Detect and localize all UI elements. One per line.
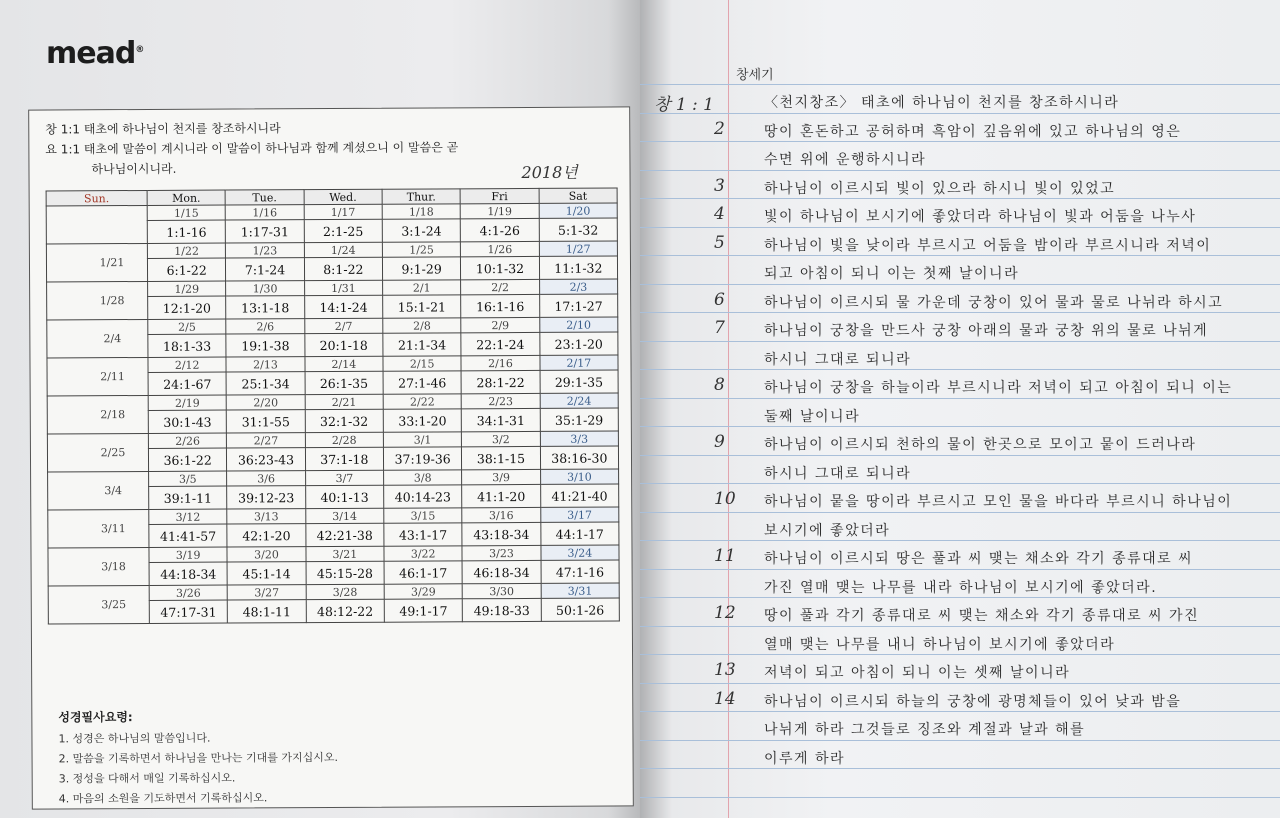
date-cell: 2/13 <box>226 357 304 372</box>
reference-cell: 30:1-43 <box>148 410 226 433</box>
ruled-line <box>640 512 1280 513</box>
reference-cell: 49:18-33 <box>463 598 541 621</box>
handwritten-line: 하나님이 빛을 낮이라 부르시고 어둠을 밤이라 부르시니라 저녁이 <box>764 238 1212 254</box>
date-cell: 2/27 <box>227 433 305 448</box>
ruled-line <box>640 141 1280 142</box>
sunday-date: 2/25 <box>47 433 148 472</box>
handwritten-line: 하나님이 궁창을 하늘이라 부르시니라 저녁이 되고 아침이 되니 이는 <box>764 380 1233 396</box>
date-cell: 2/20 <box>226 395 304 410</box>
ruled-line <box>640 654 1280 655</box>
book-header: 창세기 <box>736 68 774 83</box>
reference-cell: 33:1-20 <box>383 409 461 432</box>
verse-number: 3 <box>714 176 725 196</box>
date-cell: 1/18 <box>382 204 460 219</box>
date-cell: 1/23 <box>226 243 304 258</box>
handwritten-line: 나뉘게 하라 그것들로 징조와 계절과 날과 해를 <box>764 722 1086 738</box>
reference-cell: 36:1-22 <box>148 448 226 471</box>
date-cell: 3/19 <box>149 547 227 562</box>
reference-cell: 34:1-31 <box>462 408 540 431</box>
reference-cell: 20:1-18 <box>305 333 383 356</box>
reference-cell: 10:1-32 <box>461 256 539 279</box>
date-cell: 2/3 <box>539 279 617 294</box>
reference-cell: 50:1-26 <box>541 598 619 621</box>
verse-number: 6 <box>714 290 725 310</box>
handwritten-line: 빛이 하나님이 보시기에 좋았더라 하나님이 빛과 어둠을 나누사 <box>764 209 1197 225</box>
reference-cell: 40:1-13 <box>305 485 383 508</box>
handwritten-line: 둘째 날이니라 <box>764 409 861 425</box>
reference-cell: 38:1-15 <box>462 446 540 469</box>
reference-cell: 23:1-20 <box>539 332 617 355</box>
reference-cell: 26:1-35 <box>305 371 383 394</box>
date-cell: 3/7 <box>305 470 383 485</box>
date-cell: 1/22 <box>147 243 225 258</box>
ruled-line <box>640 84 1280 85</box>
reference-cell: 3:1-24 <box>382 219 460 242</box>
rule-item: 3. 정성을 다해서 매일 기록하십시오. <box>58 771 236 786</box>
date-cell: 3/10 <box>540 469 618 484</box>
date-cell: 3/17 <box>540 507 618 522</box>
date-cell: 3/27 <box>227 585 305 600</box>
date-cell: 2/5 <box>148 319 226 334</box>
handwritten-line: 수면 위에 운행하시니라 <box>764 152 927 168</box>
date-cell: 3/31 <box>541 583 619 598</box>
date-cell: 2/7 <box>304 318 382 333</box>
reference-cell: 38:16-30 <box>540 446 618 469</box>
reference-cell: 48:1-11 <box>228 600 306 623</box>
ruled-line <box>640 255 1280 256</box>
date-cell: 2/28 <box>305 432 383 447</box>
reference-cell: 46:18-34 <box>462 560 540 583</box>
reference-cell: 41:41-57 <box>149 524 227 547</box>
verse-john: 요 1:1 태초에 말씀이 계시니라 이 말씀이 하나님과 함께 계셨으니 이 말씀은 곧 <box>45 140 459 157</box>
reference-cell: 24:1-67 <box>148 372 226 395</box>
reading-plan-sheet <box>28 106 634 809</box>
date-cell: 3/14 <box>305 508 383 523</box>
verse-genesis: 창 1:1 태초에 하나님이 천지를 창조하시니라 <box>45 121 281 137</box>
handwritten-line: 하나님이 이르시되 천하의 물이 한곳으로 모이고 뭍이 드러나라 <box>764 437 1197 453</box>
date-cell: 2/19 <box>148 395 226 410</box>
date-cell: 2/14 <box>305 356 383 371</box>
date-cell: 1/20 <box>539 203 617 218</box>
ruled-line <box>640 198 1280 199</box>
date-cell: 3/6 <box>227 471 305 486</box>
handwritten-line: 하나님이 이르시되 빛이 있으라 하시니 빛이 있었고 <box>764 181 1116 197</box>
reference-cell: 40:14-23 <box>384 485 462 508</box>
reference-cell: 42:21-38 <box>305 523 383 546</box>
reference-cell: 6:1-22 <box>147 258 225 281</box>
ruled-line <box>640 569 1280 570</box>
reference-cell: 48:12-22 <box>306 599 384 622</box>
date-cell: 3/1 <box>383 432 461 447</box>
date-cell: 3/12 <box>149 509 227 524</box>
ruled-line <box>640 626 1280 627</box>
verse-number: 13 <box>714 660 736 680</box>
verse-number: 8 <box>714 375 725 395</box>
handwritten-line: 하나님이 이르시되 물 가운데 궁창이 있어 물과 물로 나뉘라 하시고 <box>764 295 1224 311</box>
date-cell: 1/26 <box>461 241 539 256</box>
reference-cell: 39:12-23 <box>227 486 305 509</box>
ruled-line <box>640 426 1280 427</box>
reference-cell: 4:1-26 <box>461 218 539 241</box>
header-fri: Fri <box>460 188 538 203</box>
reference-cell: 36:23-43 <box>227 448 305 471</box>
date-cell: 2/6 <box>226 319 304 334</box>
date-cell: 3/8 <box>384 470 462 485</box>
date-cell: 2/17 <box>540 355 618 370</box>
date-cell: 3/28 <box>306 584 384 599</box>
reference-cell: 11:1-32 <box>539 256 617 279</box>
reference-cell: 44:18-34 <box>149 562 227 585</box>
table-body <box>46 203 619 624</box>
date-cell: 1/27 <box>539 241 617 256</box>
sunday-date: 1/28 <box>47 281 148 320</box>
verse-number: 12 <box>714 603 736 623</box>
handwritten-line: 땅이 풀과 각기 종류대로 씨 맺는 채소와 각기 종류대로 씨 가진 <box>764 608 1200 624</box>
handwritten-line: 하시니 그대로 되니라 <box>764 466 912 482</box>
verse-number: 14 <box>714 689 736 709</box>
date-cell: 3/26 <box>149 585 227 600</box>
verse-number: 창 1 : 1 <box>654 95 714 115</box>
date-cell: 1/24 <box>304 242 382 257</box>
reference-cell: 32:1-32 <box>305 409 383 432</box>
sunday-date: 1/21 <box>46 243 147 282</box>
reference-cell: 42:1-20 <box>227 524 305 547</box>
verse-number: 9 <box>714 432 725 452</box>
ruled-line <box>640 540 1280 541</box>
reference-cell: 13:1-18 <box>226 296 304 319</box>
handwritten-line: 땅이 혼돈하고 공허하며 흑암이 깊음위에 있고 하나님의 영은 <box>764 124 1182 140</box>
verse-number: 10 <box>714 489 736 509</box>
reference-cell: 49:1-17 <box>384 599 462 622</box>
reference-cell: 35:1-29 <box>540 408 618 431</box>
verse-number: 11 <box>714 546 736 566</box>
reference-cell: 7:1-24 <box>226 258 304 281</box>
right-page <box>640 0 1280 818</box>
reading-plan-table <box>46 187 620 624</box>
reference-cell: 1:1-16 <box>147 220 225 243</box>
date-cell: 3/5 <box>149 471 227 486</box>
ruled-line <box>640 483 1280 484</box>
header-mon: Mon. <box>147 190 225 205</box>
ruled-line <box>640 369 1280 370</box>
date-cell: 2/10 <box>539 317 617 332</box>
reference-cell: 2:1-25 <box>304 219 382 242</box>
reference-cell: 14:1-24 <box>304 295 382 318</box>
date-cell: 3/13 <box>227 509 305 524</box>
handwritten-line: 저녁이 되고 아침이 되니 이는 셋째 날이니라 <box>764 665 1071 681</box>
date-cell: 2/24 <box>540 393 618 408</box>
handwritten-line: 하나님이 이르시되 땅은 풀과 씨 맺는 채소와 각기 종류대로 씨 <box>764 551 1194 567</box>
ruled-line <box>640 398 1280 399</box>
verse-number: 2 <box>714 119 725 139</box>
sunday-date: 2/18 <box>47 395 148 434</box>
rules-title: 성경필사요령: <box>58 710 133 725</box>
handwritten-line: 열매 맺는 나무를 내니 하나님이 보시기에 좋았더라 <box>764 637 1116 653</box>
ruled-line <box>640 170 1280 171</box>
header-sun: Sun. <box>46 190 147 206</box>
ruled-line <box>640 768 1280 769</box>
date-cell: 2/8 <box>383 318 461 333</box>
sunday-date: 3/4 <box>48 471 149 510</box>
sunday-date: 3/11 <box>48 509 149 548</box>
date-cell: 1/17 <box>304 204 382 219</box>
date-cell: 1/29 <box>148 281 226 296</box>
reference-cell: 39:1-11 <box>149 486 227 509</box>
date-cell: 3/15 <box>384 508 462 523</box>
header-thu: Thur. <box>382 189 460 204</box>
handwritten-line: 하나님이 궁창을 만드사 궁창 아래의 물과 궁창 위의 물로 나뉘게 <box>764 323 1209 339</box>
reference-cell: 18:1-33 <box>148 334 226 357</box>
date-cell: 1/16 <box>226 205 304 220</box>
ruled-line <box>640 797 1280 798</box>
date-cell: 1/31 <box>304 280 382 295</box>
verse-john-cont: 하나님이시니라. <box>91 161 177 177</box>
header-sat: Sat <box>539 188 617 203</box>
sunday-date: 2/4 <box>47 319 148 358</box>
date-cell: 3/30 <box>462 583 540 598</box>
reference-cell: 44:1-17 <box>540 522 618 545</box>
reference-cell: 29:1-35 <box>540 370 618 393</box>
reference-cell: 28:1-22 <box>461 370 539 393</box>
reference-cell: 45:15-28 <box>306 561 384 584</box>
reference-cell: 17:1-27 <box>539 294 617 317</box>
ruled-line <box>640 341 1280 342</box>
date-cell: 2/22 <box>383 394 461 409</box>
reference-cell: 1:17-31 <box>226 220 304 243</box>
reference-cell: 37:19-36 <box>383 447 461 470</box>
reference-cell: 47:17-31 <box>149 600 227 623</box>
date-cell: 3/21 <box>306 546 384 561</box>
mead-logo: mead® <box>46 36 144 71</box>
date-cell: 3/3 <box>540 431 618 446</box>
date-cell: 2/16 <box>461 355 539 370</box>
handwritten-line: 〈천지창조〉 태초에 하나님이 천지를 창조하시니라 <box>764 95 1120 111</box>
date-cell: 3/29 <box>384 584 462 599</box>
reference-cell: 31:1-55 <box>227 410 305 433</box>
reference-cell: 43:18-34 <box>462 522 540 545</box>
ruled-line <box>640 312 1280 313</box>
handwritten-line: 이루게 하라 <box>764 751 846 767</box>
reference-cell: 15:1-21 <box>383 295 461 318</box>
handwritten-line: 보시기에 좋았더라 <box>764 523 891 539</box>
handwritten-line: 하나님이 뭍을 땅이라 부르시고 모인 물을 바다라 부르시니 하나님이 <box>764 494 1233 510</box>
ruled-line <box>640 740 1280 741</box>
date-cell: 3/24 <box>541 545 619 560</box>
reference-cell: 19:1-38 <box>226 334 304 357</box>
ruled-line <box>640 711 1280 712</box>
reference-cell: 41:21-40 <box>540 484 618 507</box>
date-cell: 3/9 <box>462 469 540 484</box>
reference-cell: 25:1-34 <box>226 372 304 395</box>
reference-cell: 27:1-46 <box>383 371 461 394</box>
reference-cell: 9:1-29 <box>382 257 460 280</box>
date-cell: 2/23 <box>461 393 539 408</box>
date-cell: 2/21 <box>305 394 383 409</box>
sunday-date: 3/25 <box>48 585 149 624</box>
ruled-line <box>640 284 1280 285</box>
reference-cell: 16:1-16 <box>461 294 539 317</box>
ruled-line <box>640 113 1280 114</box>
date-cell: 2/1 <box>383 280 461 295</box>
handwritten-line: 하시니 그대로 되니라 <box>764 352 912 368</box>
date-cell: 2/12 <box>148 357 226 372</box>
reference-cell: 21:1-34 <box>383 333 461 356</box>
rule-item: 1. 성경은 하나님의 말씀입니다. <box>58 731 211 746</box>
date-cell: 1/25 <box>382 242 460 257</box>
sunday-date <box>46 205 147 244</box>
sunday-date: 3/18 <box>48 547 149 586</box>
date-cell: 2/2 <box>461 279 539 294</box>
date-cell: 2/15 <box>383 356 461 371</box>
date-cell: 3/20 <box>227 547 305 562</box>
reference-cell: 5:1-32 <box>539 218 617 241</box>
date-cell: 1/30 <box>226 281 304 296</box>
reference-cell: 43:1-17 <box>384 523 462 546</box>
reference-cell: 41:1-20 <box>462 484 540 507</box>
rule-item: 2. 말씀을 기록하면서 하나님을 만나는 기대를 가지십시오. <box>58 750 338 766</box>
date-cell: 1/19 <box>460 203 538 218</box>
ruled-line <box>640 597 1280 598</box>
date-cell: 1/15 <box>147 205 225 220</box>
handwritten-line: 하나님이 이르시되 하늘의 궁창에 광명체들이 있어 낮과 밤을 <box>764 694 1182 710</box>
sunday-date: 2/11 <box>47 357 148 396</box>
header-wed: Wed. <box>304 189 382 204</box>
ruled-line <box>640 227 1280 228</box>
date-cell: 3/16 <box>462 507 540 522</box>
verse-number: 5 <box>714 233 725 253</box>
date-cell: 3/22 <box>384 546 462 561</box>
header-tue: Tue. <box>225 190 303 205</box>
ruled-line <box>640 455 1280 456</box>
rule-item: 4. 마음의 소원을 기도하면서 기록하십시오. <box>58 791 268 806</box>
reference-cell: 12:1-20 <box>148 296 226 319</box>
reference-cell: 46:1-17 <box>384 561 462 584</box>
date-cell: 3/23 <box>462 545 540 560</box>
date-cell: 2/26 <box>148 433 226 448</box>
verse-number: 4 <box>714 204 725 224</box>
reference-cell: 45:1-14 <box>227 562 305 585</box>
handwritten-line: 되고 아침이 되니 이는 첫째 날이니라 <box>764 266 1020 282</box>
handwritten-line: 가진 열매 맺는 나무를 내라 하나님이 보시기에 좋았더라. <box>764 580 1158 596</box>
date-cell: 3/2 <box>462 431 540 446</box>
date-cell: 2/9 <box>461 317 539 332</box>
reference-cell: 22:1-24 <box>461 332 539 355</box>
reference-cell: 37:1-18 <box>305 447 383 470</box>
handwritten-year: 2018년 <box>521 162 578 182</box>
ruled-line <box>640 683 1280 684</box>
reference-cell: 47:1-16 <box>541 560 619 583</box>
reference-cell: 8:1-22 <box>304 257 382 280</box>
verse-number: 7 <box>714 318 725 338</box>
